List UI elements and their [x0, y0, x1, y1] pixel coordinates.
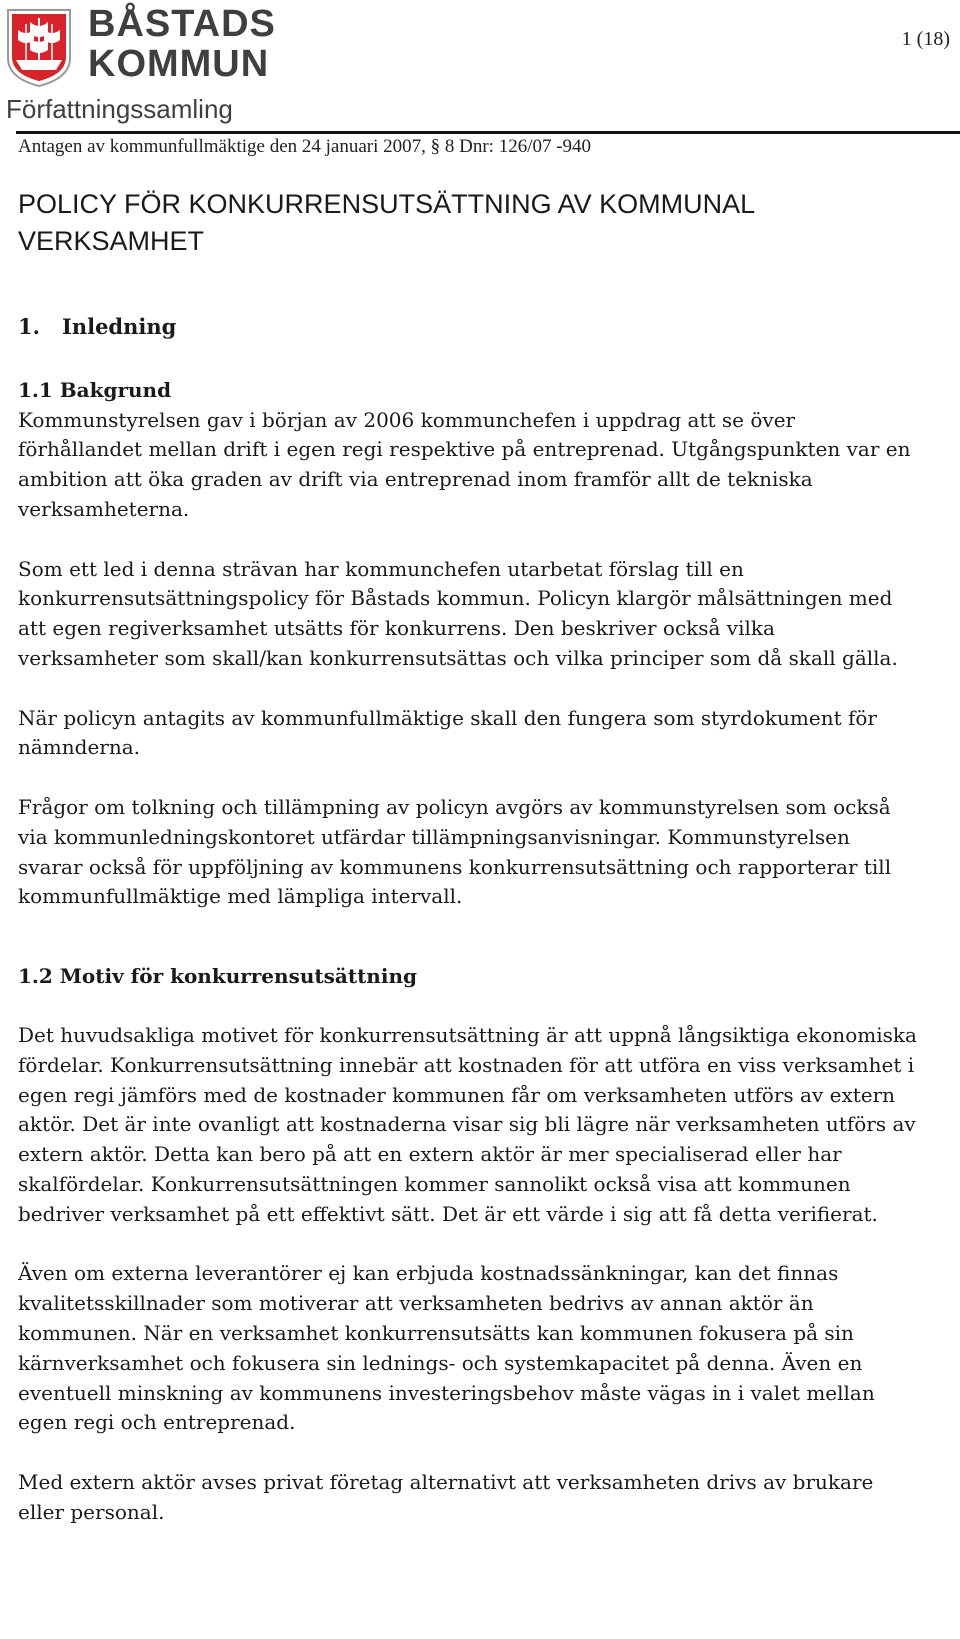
section-1-title: Inledning	[62, 314, 177, 339]
spacer	[18, 674, 918, 704]
paragraph: Det huvudsakliga motivet för konkurrensutsättning är att uppnå långsiktiga ekonomiska fördelar. Konkurrensutsättning innebär att kostnaden för att utföra en viss verksamhet i egen regi jämförs med de kostnader kommunen får om verksamheten utförs av extern aktör. Det är inte ovanligt att kostnaderna visar sig bli lägre när verksamheten utförs av extern aktör. Detta kan bero på att en extern aktör är mer specialiserad eller har skalfördelar. Konkurrensutsättningen kommer sannolikt också visa att kommunen bedriver verksamhet på ett effektivt sätt. Det är ett värde i sig att få detta verifierat.	[18, 1022, 917, 1226]
spacer	[18, 1230, 918, 1260]
document-body	[18, 312, 918, 1527]
paragraph: Som ett led i denna strävan har kommunchefen utarbetat förslag till en konkurrensutsättningspolicy för Båstads kommun. Policyn klargör målsättningen med att egen regiverksamhet utsätts för konkurrens. Den beskriver också vilka verksamheter som skall/kan konkurrensutsättas och vilka principer som då skall gälla.	[18, 556, 898, 670]
adoption-note: Antagen av kommunfullmäktige den 24 januari 2007, § 8 Dnr: 126/07 -940	[18, 136, 592, 157]
spacer	[18, 525, 918, 555]
section-1-2-heading: 1.2 Motiv för konkurrensutsättning	[18, 964, 417, 989]
section-1-number: 1.	[18, 314, 40, 339]
paragraph: Frågor om tolkning och tillämpning av policyn avgörs av kommunstyrelsen som också via kommunledningskontoret utfärdar tillämpningsanvisningar. Kommunstyrelsen svarar också för uppföljning av kommunens konkurrensutsättning och rapporterar till kommunfullmäktige med lämpliga intervall.	[18, 794, 892, 909]
paragraph: Även om externa leverantörer ej kan erbjuda kostnadssänkningar, kan det finnas kvalitetsskillnader som motiverar att verksamheten bedrivs av annan aktör än kommunen. När en verksamhet konkurrensutsätts kan kommunen fokusera på sin kärnverksamhet och fokusera sin lednings- och systemkapacitet på denna. Även en eventuell minskning av kommunens investeringsbehov måste vägas in i valet mellan egen regi och entreprenad.	[18, 1261, 875, 1435]
paragraph: När policyn antagits av kommunfullmäktige skall den fungera som styrdokument för nämnderna.	[18, 705, 877, 760]
spacer	[18, 1438, 918, 1468]
document-title	[18, 186, 918, 260]
ship-logo-icon	[6, 8, 72, 88]
spacer	[18, 763, 918, 793]
document-header	[0, 0, 960, 130]
section-1-1-heading: 1.1 Bakgrund	[18, 377, 172, 402]
title-line-2: VERKSAMHET	[18, 226, 205, 256]
spacer	[18, 992, 918, 1021]
municipality-name	[88, 4, 276, 84]
paragraph: Kommunstyrelsen gav i början av 2006 kommunchefen i uppdrag att se över förhållandet mellan drift i egen regi respektive på entreprenad. Utgångspunkten var en ambition att öka graden av drift via entreprenad inom framför allt de tekniska verksamheterna.	[18, 407, 911, 521]
collection-name: Författningssamling	[6, 94, 233, 124]
spacer	[18, 912, 918, 962]
brand-line-1: BÅSTADS	[88, 3, 276, 45]
header-divider	[16, 131, 960, 134]
page-number: 1 (18)	[901, 28, 950, 50]
paragraph: Med extern aktör avses privat företag alternativt att verksamheten drivs av brukare eller personal.	[18, 1469, 874, 1524]
title-line-1: POLICY FÖR KONKURRENSUTSÄTTNING AV KOMMUNAL	[18, 189, 756, 219]
brand-line-2: KOMMUN	[88, 43, 270, 85]
section-1-heading	[18, 312, 918, 342]
